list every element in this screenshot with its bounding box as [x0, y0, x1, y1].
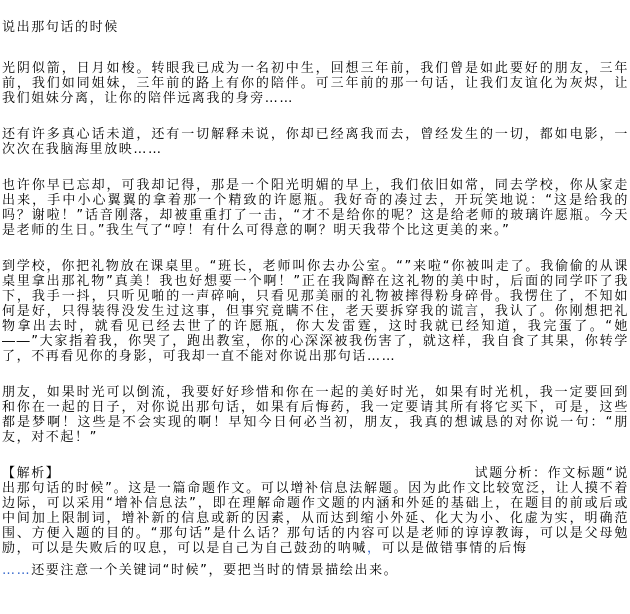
essay-paragraph: 还有许多真心话未道，还有一切解释未说，你却已经离我而去，曾经发生的一切，都如电影，一次次在我脑海里放映…… [2, 127, 629, 157]
analysis-text-segment: 可以是做错事情的后悔 [381, 541, 528, 556]
analysis-tail-line [2, 563, 629, 578]
essay-paragraph: 到学校，你把礼物放在课桌里。“班长，老师叫你去办公室。“”来啦“你被叫走了。我偷偷的从课桌里拿出那礼物”真美！我也好想要一个啊！”正在我陶醉在这礼物的美中时，后面的同学吓了我下，我手一抖，只听见啪的一声碎响，只看见那美丽的礼物被摔得粉身碎骨。我愣住了，不知如何是好，只得装得没发生过这事，但事究竟瞒不住，老天要拆穿我的谎言，我认了。你刚想把礼物拿出去时，就看见已经去世了的许愿瓶，你大发雷霆，这时我就已经知道，我完蛋了。“她――”大家指着我，你哭了，跑出教室，你的心深深被我伤害了，就这样，我自食了其果，你转学了，不再看见你的身影，可我却一直不能对你说出那句话…… [2, 259, 629, 364]
analysis-section [2, 466, 629, 578]
analysis-label: 【解析】 [2, 466, 61, 481]
essay-title: 说出那句话的时候 [2, 20, 119, 35]
analysis-body-text [2, 481, 629, 556]
essay-paragraph: 朋友，如果时光可以倒流，我要好好珍惜和你在一起的美好时光，如果有时光机，我一定要回到和你在一起的日子，对你说出那句话，如果有后悔药，我一定要请其所有将它买下，可是，这些都是梦啊！这些是不会实现的啊！早知今日何必当初，朋友，我真的想诚恳的对你说一句：“朋友，对不起！” [2, 385, 629, 445]
essay-paragraph: 光阴似箭，日月如梭。转眼我已成为一名初中生，回想三年前，我们曾是如此要好的朋友，三年前，我们如同姐妹，三年前的路上有你的陪伴。可三年前的那一句话，让我们友谊化为灰烬，让我们姐妹分离，让你的陪伴远离我的身旁…… [2, 61, 629, 106]
inserted-blue-punctuation: …… [2, 563, 32, 578]
inserted-blue-punctuation: ， [367, 541, 382, 556]
analysis-text-segment: 出那句话的时候”。这是一篇命题作文。可以增补信息法解题。因为此作文比较宽泛，让人摸不着边际，可以采用“增补信息法”，即在理解命题作文题的内涵和外延的基础上，在题目的前或后或中间加上限制词，增补新的信息或新的因素，从而达到缩小外延、化大为小、化虚为实，明确范围、方便入题的目的。“那句话”是什么话？那句话的内容可以是老师的谆谆教诲，可以是父母勉励，可以是失败后的叹息，可以是自己为自己鼓劲的呐喊 [2, 481, 629, 556]
essay-body [2, 61, 629, 445]
analysis-text-segment: 还要注意一个关键词“时候”，要把当时的情景描绘出来。 [31, 563, 399, 578]
analysis-heading-row [2, 466, 629, 481]
essay-paragraph: 也许你早已忘却，可我却记得，那是一个阳光明媚的早上，我们依旧如常，同去学校，你从家走出来，手中小心翼翼的拿着那一个精致的许愿瓶。我好奇的凑过去，开玩笑地说：“这是给我的吗？谢啦！”话音刚落，却被重重打了一击，“才不是给你的呢？这是给老师的玻璃许愿瓶。今天是老师的生日。”我生气了“哼！有什么可得意的啊？明天我带个比这更美的来。” [2, 178, 629, 238]
analysis-topic-intro: 试题分析：作文标题“说 [474, 466, 629, 481]
